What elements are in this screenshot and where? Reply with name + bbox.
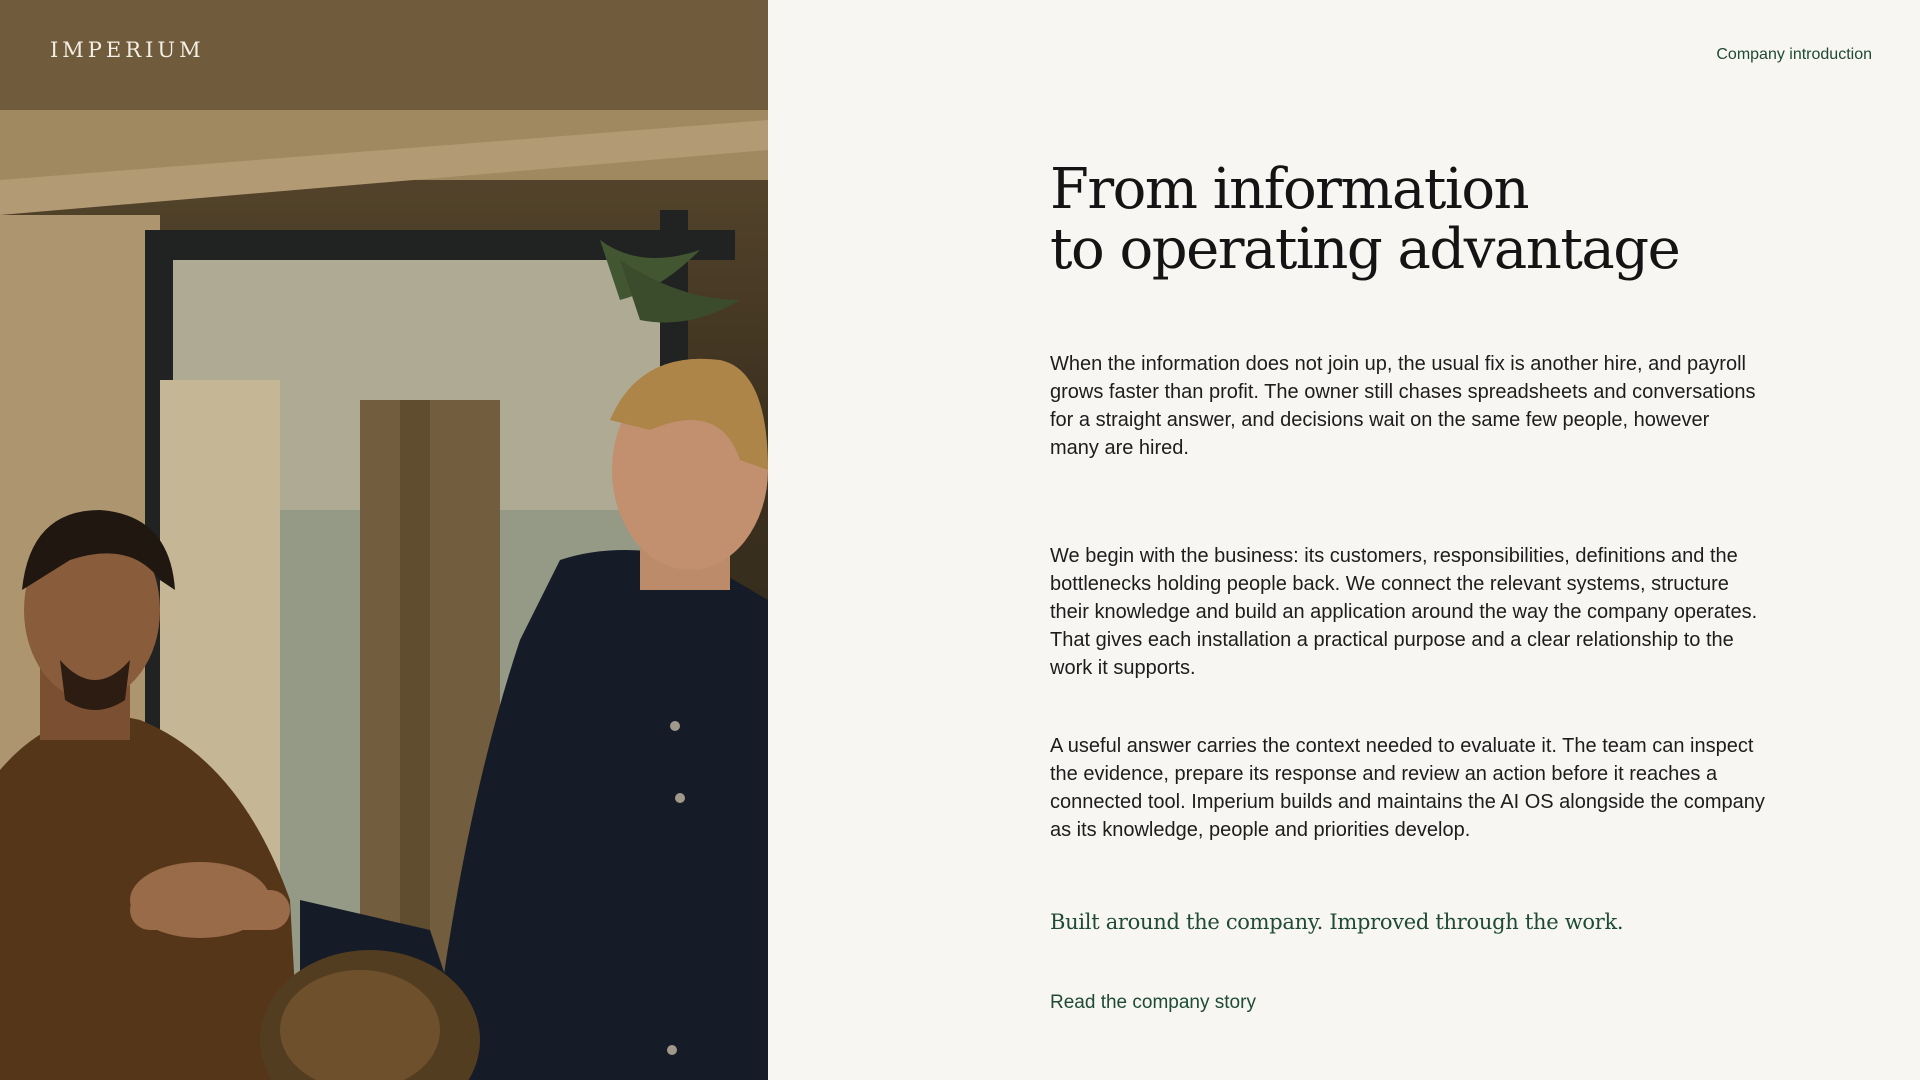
brand-logo[interactable]: IMPERIUM [50, 38, 205, 62]
tagline: Built around the company. Improved through the work. [1050, 910, 1624, 934]
hero-photo [0, 0, 768, 1080]
headline-line-2: to operating advantage [1050, 217, 1680, 282]
headline-line-1: From information [1050, 157, 1529, 222]
hero-photo-illustration [0, 0, 768, 1080]
read-company-story-link[interactable]: Read the company story [1050, 992, 1256, 1013]
page-headline [1050, 157, 1770, 282]
body-paragraph-1: When the information does not join up, the usual fix is another hire, and payroll grows faster than profit. The owner still chases spreadsheets and conversations for a straight answer, and decisions wait on the same few people, however many are hired. [1050, 353, 1756, 459]
body-paragraph-3: A useful answer carries the context needed to evaluate it. The team can inspect the evidence, prepare its response and review an action before it reaches a connected tool. Imperium builds and maintains the AI OS alongside the company as its knowledge, people and priorities develop. [1050, 735, 1765, 841]
nav-link-company-introduction[interactable]: Company introduction [1716, 46, 1872, 63]
body-paragraph-2: We begin with the business: its customers, responsibilities, definitions and the bottlenecks holding people back. We connect the relevant systems, structure their knowledge and build an application around the way the company operates. That gives each installation a practical purpose and a clear relationship to the work it supports. [1050, 545, 1758, 679]
main-content [1050, 157, 1770, 1014]
